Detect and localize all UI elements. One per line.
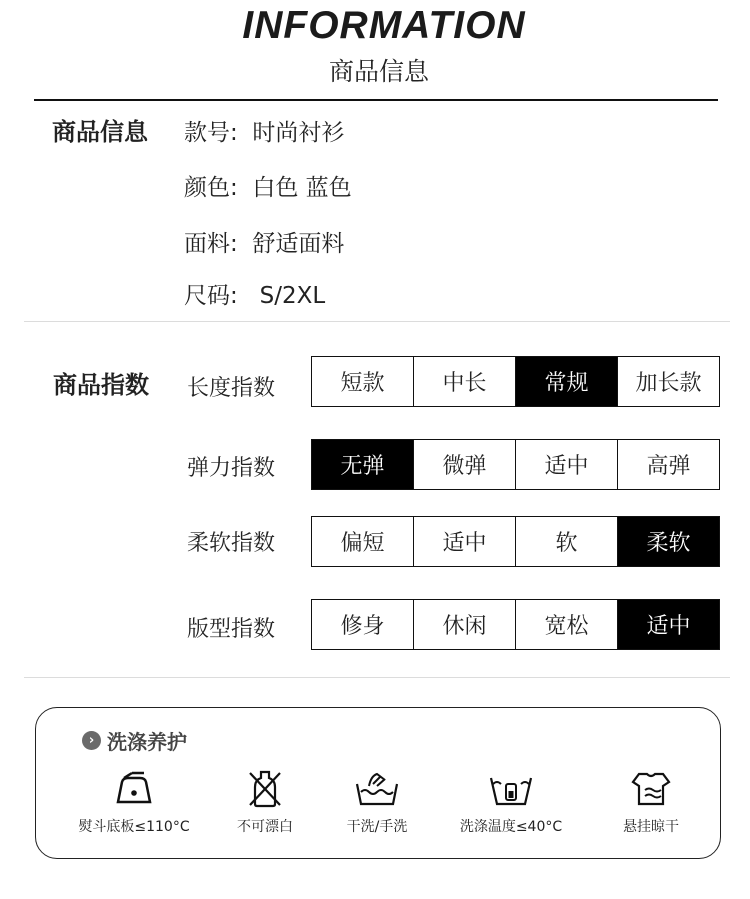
- length-option-short: 短款: [312, 357, 414, 406]
- color-line: 颜色: 白色 蓝色: [184, 175, 352, 201]
- softness-option-1: 偏短: [312, 517, 414, 566]
- fit-option-slim: 修身: [312, 600, 414, 649]
- care-heading: [82, 726, 187, 755]
- softness-option-4: 柔软: [618, 517, 719, 566]
- stretch-index-label: 弹力指数: [187, 456, 276, 481]
- care-label-bleach: 不可漂白: [237, 819, 293, 835]
- softness-index-scale: [311, 516, 720, 567]
- fabric-line: 面料: 舒适面料: [184, 231, 345, 257]
- page-title-chinese: 商品信息: [328, 57, 429, 86]
- stretch-option-none: 无弹: [312, 440, 414, 489]
- section-divider: [24, 677, 730, 678]
- size-line: 尺码: S/2XL: [184, 283, 326, 309]
- care-label-iron: 熨斗底板≤110°C: [78, 819, 190, 835]
- stretch-index-scale: [311, 439, 720, 490]
- product-index-label: 商品指数: [53, 371, 149, 399]
- length-option-regular: 常规: [516, 357, 618, 406]
- header-divider: [34, 99, 718, 101]
- stretch-option-moderate: 适中: [516, 440, 618, 489]
- stretch-option-high: 高弹: [618, 440, 719, 489]
- softness-option-3: 软: [516, 517, 618, 566]
- fit-option-casual: 休闲: [414, 600, 516, 649]
- softness-index-label: 柔软指数: [187, 531, 276, 556]
- fit-option-loose: 宽松: [516, 600, 618, 649]
- no-bleach-icon: [241, 770, 289, 808]
- care-item-iron: [64, 770, 204, 836]
- product-info-label: 商品信息: [52, 118, 148, 146]
- chevron-right-icon: ›: [82, 731, 101, 750]
- section-divider: [24, 321, 730, 322]
- fit-option-regular: 适中: [618, 600, 719, 649]
- length-index-label: 长度指数: [187, 376, 276, 401]
- care-label-hang-dry: 悬挂晾干: [623, 819, 679, 835]
- length-option-long: 加长款: [618, 357, 719, 406]
- iron-low-temp-icon: [110, 770, 158, 808]
- fit-index-scale: [311, 599, 720, 650]
- hang-dry-icon: [627, 770, 675, 808]
- softness-option-2: 适中: [414, 517, 516, 566]
- length-index-scale: [311, 356, 720, 407]
- wash-temperature-icon: [487, 770, 535, 808]
- page-title-english: INFORMATION: [242, 4, 526, 47]
- care-item-hang-dry: [581, 770, 721, 836]
- care-label-wash-temp: 洗涤温度≤40°C: [459, 819, 563, 835]
- care-item-hand-wash: [307, 770, 447, 836]
- fit-index-label: 版型指数: [187, 617, 276, 642]
- length-option-medium: 中长: [414, 357, 516, 406]
- hand-wash-icon: [353, 770, 401, 808]
- care-label-hand-wash: 干洗/手洗: [346, 819, 408, 835]
- care-item-wash-temp: [441, 770, 581, 836]
- style-number-line: 款号: 时尚衬衫: [184, 120, 345, 146]
- stretch-option-slight: 微弹: [414, 440, 516, 489]
- care-title: 洗涤养护: [107, 730, 187, 754]
